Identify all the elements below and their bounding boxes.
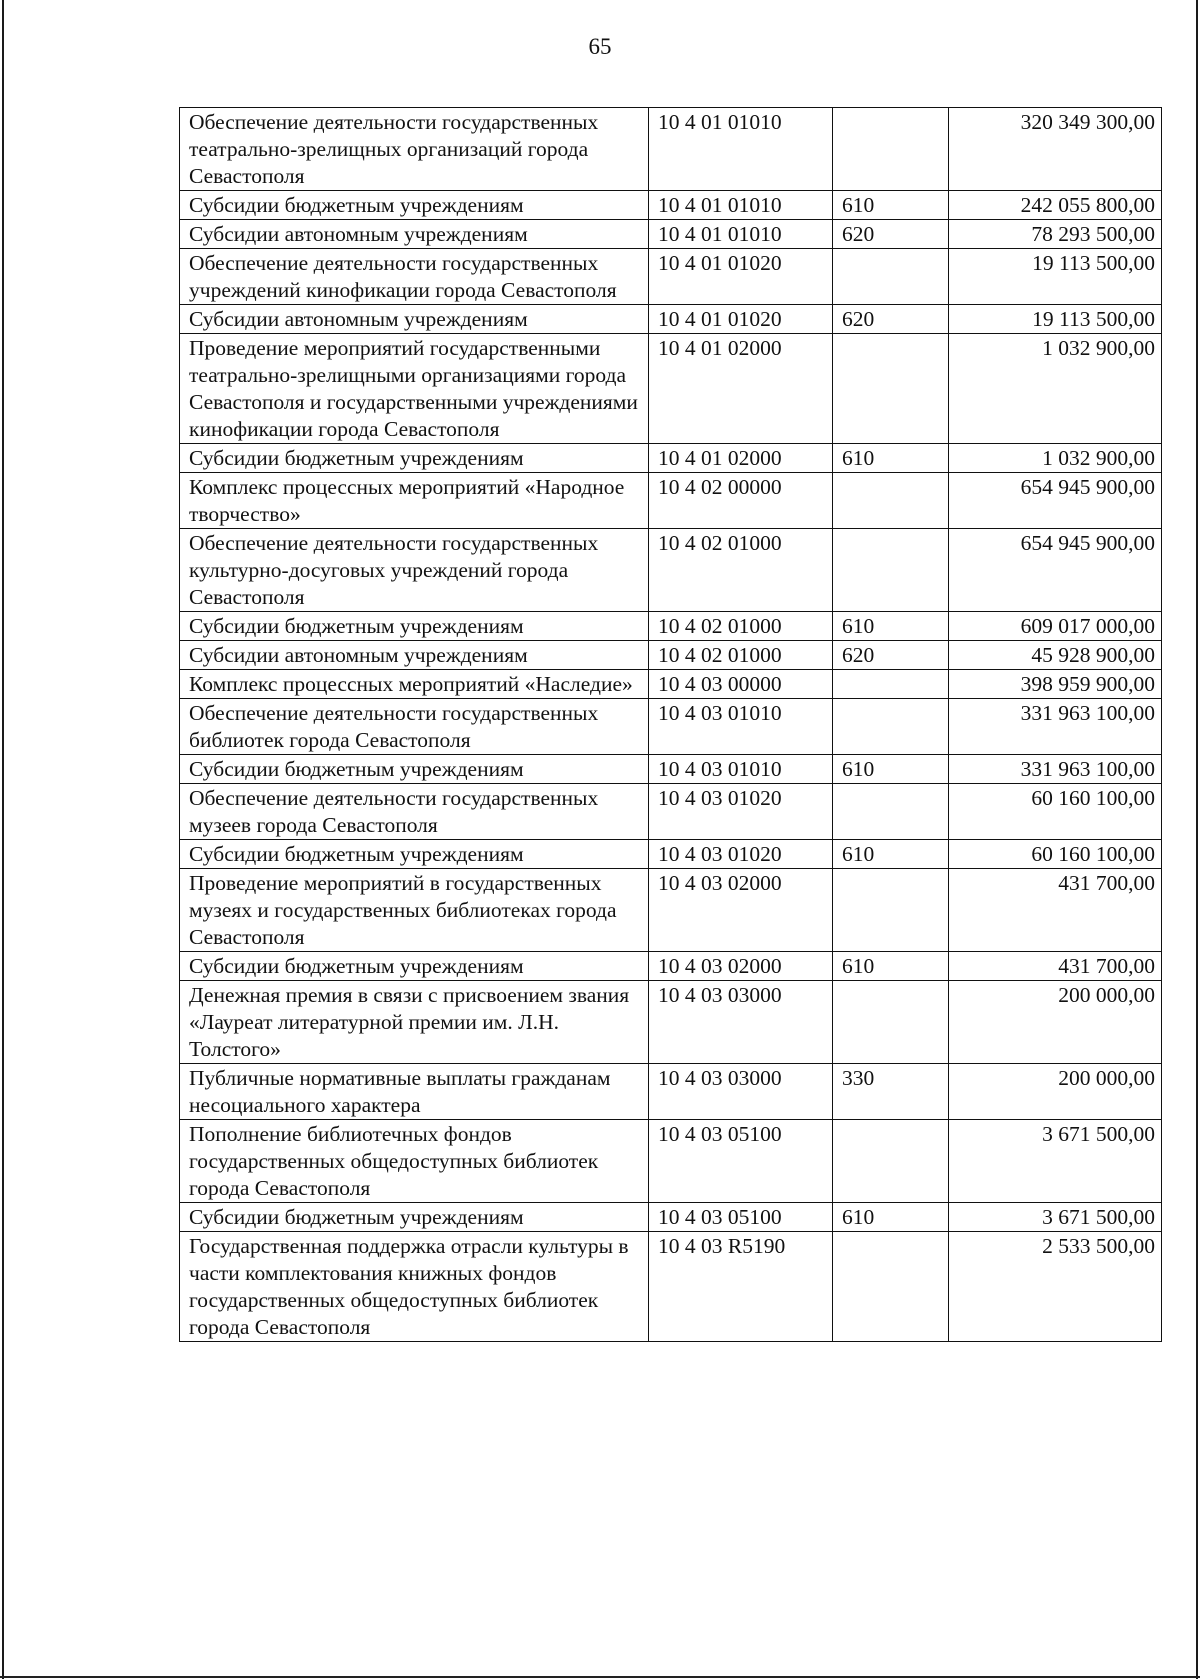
item-name: Обеспечение деятельности государственных театрально-зрелищных организаций города Севастополя [180, 108, 649, 191]
target-code: 10 4 01 01020 [649, 305, 833, 334]
item-name: Обеспечение деятельности государственных библиотек города Севастополя [180, 699, 649, 755]
amount: 398 959 900,00 [949, 670, 1162, 699]
amount: 45 928 900,00 [949, 641, 1162, 670]
target-code: 10 4 03 05100 [649, 1203, 833, 1232]
item-name: Проведение мероприятий государственными театрально-зрелищными организациями города Севастополя и государственными учреждениями кинофикации города Севастополя [180, 334, 649, 444]
table-row [180, 699, 1162, 755]
page-frame-left [2, 0, 4, 1679]
expense-kind: 330 [833, 1064, 949, 1120]
table-row [180, 1203, 1162, 1232]
amount: 60 160 100,00 [949, 840, 1162, 869]
item-name: Государственная поддержка отрасли культуры в части комплектования книжных фондов государственных общедоступных библиотек города Севастополя [180, 1232, 649, 1342]
item-name: Субсидии бюджетным учреждениям [180, 612, 649, 641]
amount: 19 113 500,00 [949, 249, 1162, 305]
expense-kind [833, 981, 949, 1064]
item-name: Субсидии бюджетным учреждениям [180, 755, 649, 784]
table-row [180, 755, 1162, 784]
item-name: Обеспечение деятельности государственных учреждений кинофикации города Севастополя [180, 249, 649, 305]
expense-kind: 610 [833, 840, 949, 869]
item-name: Субсидии автономным учреждениям [180, 641, 649, 670]
table-row [180, 641, 1162, 670]
target-code: 10 4 01 02000 [649, 334, 833, 444]
amount: 78 293 500,00 [949, 220, 1162, 249]
expense-kind [833, 784, 949, 840]
amount: 320 349 300,00 [949, 108, 1162, 191]
item-name: Комплекс процессных мероприятий «Наследие» [180, 670, 649, 699]
expense-kind [833, 869, 949, 952]
expense-kind: 610 [833, 612, 949, 641]
target-code: 10 4 03 R5190 [649, 1232, 833, 1342]
target-code: 10 4 03 01010 [649, 755, 833, 784]
amount: 609 017 000,00 [949, 612, 1162, 641]
item-name: Проведение мероприятий в государственных музеях и государственных библиотеках города Севастополя [180, 869, 649, 952]
table-row [180, 784, 1162, 840]
table-row [180, 249, 1162, 305]
target-code: 10 4 03 02000 [649, 869, 833, 952]
amount: 3 671 500,00 [949, 1120, 1162, 1203]
item-name: Субсидии автономным учреждениям [180, 305, 649, 334]
page-bottom-rule [0, 1676, 1200, 1678]
target-code: 10 4 03 05100 [649, 1120, 833, 1203]
table-row [180, 444, 1162, 473]
item-name: Пополнение библиотечных фондов государственных общедоступных библиотек города Севастополя [180, 1120, 649, 1203]
table-row [180, 473, 1162, 529]
table-row [180, 981, 1162, 1064]
item-name: Публичные нормативные выплаты гражданам несоциального характера [180, 1064, 649, 1120]
item-name: Субсидии автономным учреждениям [180, 220, 649, 249]
target-code: 10 4 03 02000 [649, 952, 833, 981]
item-name: Комплекс процессных мероприятий «Народное творчество» [180, 473, 649, 529]
amount: 431 700,00 [949, 952, 1162, 981]
table-row [180, 612, 1162, 641]
table-row [180, 840, 1162, 869]
amount: 331 963 100,00 [949, 755, 1162, 784]
expense-kind [833, 249, 949, 305]
table-row [180, 1064, 1162, 1120]
expense-kind [833, 1232, 949, 1342]
table-row [180, 1120, 1162, 1203]
amount: 654 945 900,00 [949, 473, 1162, 529]
target-code: 10 4 02 00000 [649, 473, 833, 529]
expense-kind [833, 473, 949, 529]
amount: 1 032 900,00 [949, 444, 1162, 473]
table-row [180, 869, 1162, 952]
table-row [180, 334, 1162, 444]
expense-kind: 610 [833, 1203, 949, 1232]
item-name: Субсидии бюджетным учреждениям [180, 1203, 649, 1232]
expense-kind [833, 334, 949, 444]
table-row [180, 670, 1162, 699]
amount: 200 000,00 [949, 1064, 1162, 1120]
expense-kind [833, 699, 949, 755]
amount: 431 700,00 [949, 869, 1162, 952]
target-code: 10 4 03 01010 [649, 699, 833, 755]
item-name: Субсидии бюджетным учреждениям [180, 952, 649, 981]
amount: 1 032 900,00 [949, 334, 1162, 444]
item-name: Обеспечение деятельности государственных музеев города Севастополя [180, 784, 649, 840]
target-code: 10 4 03 00000 [649, 670, 833, 699]
page-frame-right [1196, 0, 1198, 1679]
target-code: 10 4 01 01020 [649, 249, 833, 305]
amount: 331 963 100,00 [949, 699, 1162, 755]
table-row [180, 108, 1162, 191]
expense-kind: 620 [833, 641, 949, 670]
target-code: 10 4 03 01020 [649, 784, 833, 840]
amount: 2 533 500,00 [949, 1232, 1162, 1342]
expense-kind: 610 [833, 444, 949, 473]
item-name: Субсидии бюджетным учреждениям [180, 444, 649, 473]
table-row [180, 529, 1162, 612]
target-code: 10 4 02 01000 [649, 529, 833, 612]
table-row [180, 952, 1162, 981]
target-code: 10 4 03 03000 [649, 981, 833, 1064]
target-code: 10 4 01 01010 [649, 108, 833, 191]
budget-table-body [180, 108, 1162, 1342]
expense-kind: 610 [833, 952, 949, 981]
item-name: Обеспечение деятельности государственных культурно-досуговых учреждений города Севастополя [180, 529, 649, 612]
target-code: 10 4 02 01000 [649, 612, 833, 641]
expense-kind [833, 670, 949, 699]
table-row [180, 220, 1162, 249]
table-row [180, 305, 1162, 334]
target-code: 10 4 03 01020 [649, 840, 833, 869]
target-code: 10 4 03 03000 [649, 1064, 833, 1120]
item-name: Субсидии бюджетным учреждениям [180, 840, 649, 869]
target-code: 10 4 01 01010 [649, 191, 833, 220]
amount: 654 945 900,00 [949, 529, 1162, 612]
page-number: 65 [588, 34, 612, 59]
expense-kind: 620 [833, 305, 949, 334]
item-name: Денежная премия в связи с присвоением звания «Лауреат литературной премии им. Л.Н. Толстого» [180, 981, 649, 1064]
amount: 19 113 500,00 [949, 305, 1162, 334]
target-code: 10 4 01 01010 [649, 220, 833, 249]
expense-kind [833, 529, 949, 612]
target-code: 10 4 01 02000 [649, 444, 833, 473]
expense-kind [833, 1120, 949, 1203]
amount: 3 671 500,00 [949, 1203, 1162, 1232]
expense-kind [833, 108, 949, 191]
table-row [180, 191, 1162, 220]
target-code: 10 4 02 01000 [649, 641, 833, 670]
budget-table [179, 107, 1162, 1342]
amount: 60 160 100,00 [949, 784, 1162, 840]
expense-kind: 610 [833, 755, 949, 784]
expense-kind: 610 [833, 191, 949, 220]
amount: 242 055 800,00 [949, 191, 1162, 220]
item-name: Субсидии бюджетным учреждениям [180, 191, 649, 220]
expense-kind: 620 [833, 220, 949, 249]
amount: 200 000,00 [949, 981, 1162, 1064]
table-row [180, 1232, 1162, 1342]
